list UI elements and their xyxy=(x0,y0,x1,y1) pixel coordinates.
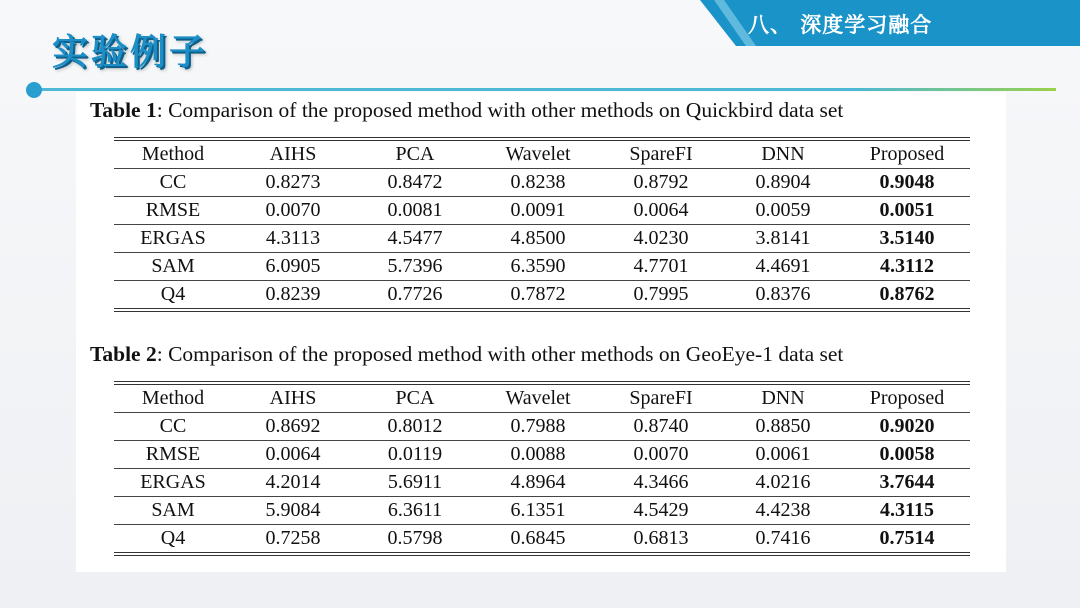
divider-dot-icon xyxy=(26,82,42,98)
table-cell-best: 3.7644 xyxy=(844,469,970,497)
table-cell: SAM xyxy=(114,497,232,525)
table-cell-best: 4.3112 xyxy=(844,253,970,281)
page-title: 实验例子 xyxy=(52,32,209,73)
table-cell: 0.8238 xyxy=(476,169,600,197)
table-cell-best: 0.7514 xyxy=(879,527,935,549)
table-cell: Q4 xyxy=(160,527,186,549)
table-cell: 6.3590 xyxy=(476,253,600,281)
table1-caption-text: : Comparison of the proposed method with other methods on Quickbird data set xyxy=(156,98,844,122)
table-cell: 4.0230 xyxy=(600,225,722,253)
table-cell: 0.8850 xyxy=(722,413,844,441)
table-cell: 0.0070 xyxy=(232,197,354,225)
table-cell: 0.8472 xyxy=(354,169,476,197)
table-cell: 4.4691 xyxy=(722,253,844,281)
table-cell-best: 4.3115 xyxy=(844,497,970,525)
table-cell: 0.8692 xyxy=(232,413,354,441)
table-row xyxy=(114,497,970,525)
table-cell: CC xyxy=(114,169,232,197)
table-cell: 4.5429 xyxy=(600,497,722,525)
table-cell: 0.7872 xyxy=(510,283,566,305)
table-row xyxy=(114,225,970,253)
column-header: SpareFI xyxy=(600,139,722,169)
content-panel xyxy=(76,92,1006,572)
table-cell: 5.9084 xyxy=(232,497,354,525)
table-cell: 0.0119 xyxy=(354,441,476,469)
table-cell: 0.7258 xyxy=(265,527,321,549)
table-row xyxy=(114,197,970,225)
table-header-row xyxy=(114,383,970,413)
table-cell: 0.0064 xyxy=(600,197,722,225)
table-cell: 0.7988 xyxy=(476,413,600,441)
table-cell: RMSE xyxy=(114,441,232,469)
table-row xyxy=(114,253,970,281)
column-header: AIHS xyxy=(232,139,354,169)
table-row xyxy=(114,469,970,497)
table-cell: Q4 xyxy=(160,283,186,305)
column-header: Proposed xyxy=(844,383,970,413)
table2 xyxy=(114,381,970,556)
table-cell-best: 0.8762 xyxy=(879,283,935,305)
table-cell: 5.6911 xyxy=(354,469,476,497)
table-cell: 4.0216 xyxy=(722,469,844,497)
table-cell: 0.0081 xyxy=(354,197,476,225)
table-cell-best: 0.9020 xyxy=(844,413,970,441)
column-header: DNN xyxy=(722,383,844,413)
column-header: Method xyxy=(114,383,232,413)
section-banner xyxy=(700,0,1080,46)
column-header: DNN xyxy=(722,139,844,169)
table-row xyxy=(114,281,970,311)
table-cell: 0.7726 xyxy=(387,283,443,305)
table-cell: 0.6845 xyxy=(510,527,566,549)
table-row xyxy=(114,169,970,197)
table-cell: 4.3113 xyxy=(232,225,354,253)
table2-caption-text: : Comparison of the proposed method with other methods on GeoEye-1 data set xyxy=(156,342,844,366)
column-header: SpareFI xyxy=(600,383,722,413)
column-header: PCA xyxy=(354,139,476,169)
table-cell-best: 0.0051 xyxy=(844,197,970,225)
table-cell: 5.7396 xyxy=(354,253,476,281)
column-header: AIHS xyxy=(232,383,354,413)
table-cell: 3.8141 xyxy=(722,225,844,253)
table-cell: 0.0064 xyxy=(232,441,354,469)
table-cell: ERGAS xyxy=(114,469,232,497)
table-cell: 0.7416 xyxy=(755,527,811,549)
table-cell: 0.0059 xyxy=(722,197,844,225)
table-row xyxy=(114,525,970,555)
table-cell: 6.1351 xyxy=(476,497,600,525)
table-cell: 0.0091 xyxy=(476,197,600,225)
table-cell: 0.0061 xyxy=(722,441,844,469)
table-cell: 0.6813 xyxy=(633,527,689,549)
table-cell-best: 0.0058 xyxy=(844,441,970,469)
column-header: Wavelet xyxy=(476,139,600,169)
table-cell: 4.4238 xyxy=(722,497,844,525)
table-cell-best: 3.5140 xyxy=(844,225,970,253)
column-header: Proposed xyxy=(844,139,970,169)
table2-caption xyxy=(90,342,843,367)
table-cell: 4.5477 xyxy=(354,225,476,253)
table-cell-best: 0.9048 xyxy=(844,169,970,197)
column-header: Method xyxy=(114,139,232,169)
table-row xyxy=(114,413,970,441)
table-cell: 4.2014 xyxy=(232,469,354,497)
section-label: 八、 深度学习融合 xyxy=(748,13,933,37)
table-cell: 0.0070 xyxy=(600,441,722,469)
table-cell: 0.8239 xyxy=(265,283,321,305)
table-row xyxy=(114,441,970,469)
table1-caption xyxy=(90,98,843,123)
table-cell: 0.0088 xyxy=(476,441,600,469)
table-cell: 4.8964 xyxy=(476,469,600,497)
table-header-row xyxy=(114,139,970,169)
table-cell: SAM xyxy=(114,253,232,281)
table-cell: 0.8376 xyxy=(755,283,811,305)
table1-caption-label: Table 1 xyxy=(90,98,157,122)
table-cell: 4.8500 xyxy=(476,225,600,253)
table-cell: RMSE xyxy=(114,197,232,225)
table-cell: 0.8792 xyxy=(600,169,722,197)
table-cell: ERGAS xyxy=(114,225,232,253)
table-cell: 0.8904 xyxy=(722,169,844,197)
table1 xyxy=(114,137,970,312)
table-cell: 0.7995 xyxy=(633,283,689,305)
table-cell: 0.8740 xyxy=(600,413,722,441)
table-cell: CC xyxy=(114,413,232,441)
table-cell: 0.8273 xyxy=(232,169,354,197)
table-cell: 6.0905 xyxy=(232,253,354,281)
table-cell: 6.3611 xyxy=(354,497,476,525)
table2-caption-label: Table 2 xyxy=(90,342,157,366)
table-cell: 4.3466 xyxy=(600,469,722,497)
column-header: Wavelet xyxy=(476,383,600,413)
table-cell: 4.7701 xyxy=(600,253,722,281)
table-cell: 0.8012 xyxy=(354,413,476,441)
table-cell: 0.5798 xyxy=(387,527,443,549)
column-header: PCA xyxy=(354,383,476,413)
